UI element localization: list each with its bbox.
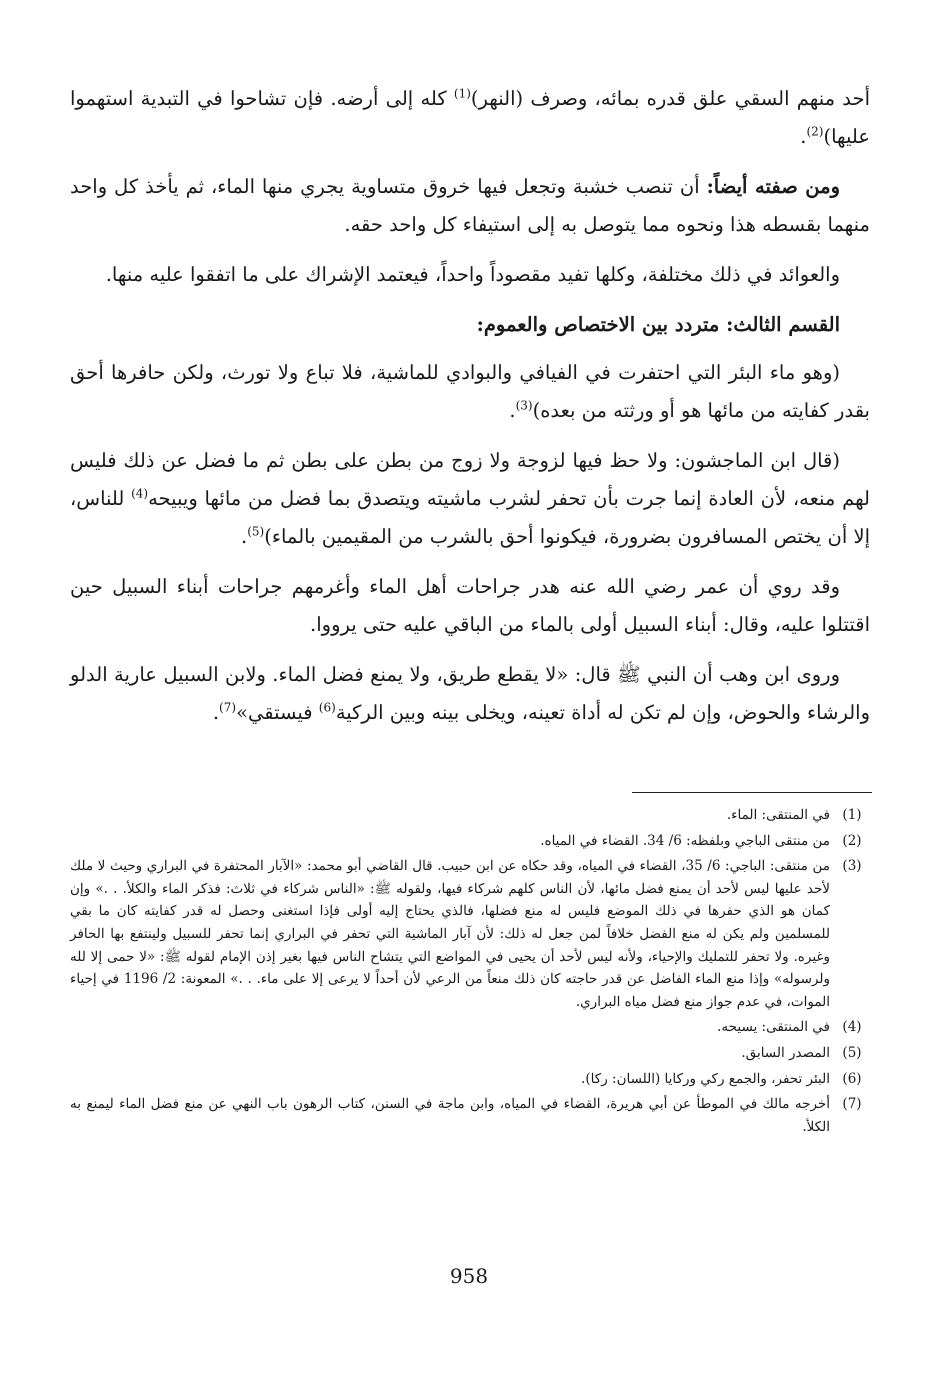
footnote <box>70 804 870 827</box>
paragraph-text: وروى ابن وهب أن النبي ﷺ قال: «لا يقطع طريق، ولا يمنع فضل الماء. ولابن السبيل عارية الدلو والرشاء والحوض، وإن لم تكن له أداة تعينه، ويخلى بينه وبين الركية <box>70 663 870 724</box>
footnote-number: (5) <box>842 1044 862 1061</box>
footnote-number: (7) <box>842 1096 862 1113</box>
paragraph-text: كله إلى أرضه. فإن تشاحوا في التبدية استهموا عليها) <box>70 87 870 148</box>
footnote <box>70 855 870 1013</box>
paragraph-end: . <box>509 399 516 422</box>
footnote-text: البئر تحفر، والجمع ركي وركايا (اللسان: ركا). <box>581 1070 830 1087</box>
footnote-number: (6) <box>842 1070 862 1087</box>
footnotes <box>70 804 870 1141</box>
paragraph-text: أن تنصب خشبة وتجعل فيها خروق متساوية يجري منها الماء، ثم يأخذ كل واحد منهما بقسطه هذا ونحوه مما يتوصل به إلى استيفاء كل واحد حقه. <box>70 175 870 236</box>
paragraph-end: . <box>241 525 248 548</box>
paragraph-6 <box>70 568 870 644</box>
paragraph-text: (قال ابن الماجشون: ولا حظ فيها لزوجة ولا زوج من بطن على بطن ثم ما فضل عن ذلك فليس لهم منعه، لأن العادة إنما جرت بأن تحفر لشرب ماشيته ويتصدق بما فضل من مائها ويبيحه <box>70 449 870 510</box>
footnote-ref: (6) <box>318 700 336 715</box>
paragraph-5 <box>70 442 870 556</box>
footnote-number: (4) <box>842 1019 862 1036</box>
footnote-ref: (5) <box>247 524 265 539</box>
footnote-number: (1) <box>842 807 862 823</box>
paragraph-text: (وهو ماء البئر التي احتفرت في الفيافي والبوادي للماشية، فلا تباع ولا تورث، ولكن حافرها أحق بقدر كفايته من مائها هو أو ورثته من بعده) <box>70 361 870 422</box>
page-number: 958 <box>449 1264 489 1288</box>
paragraph-text: أحد منهم السقي علق قدره بمائه، وصرف (النهر) <box>470 87 871 110</box>
paragraph-end: . <box>212 701 220 724</box>
footnote-number: (3) <box>842 858 862 875</box>
paragraph-end: . <box>800 125 807 148</box>
paragraph-text: فيستقي» <box>236 701 319 724</box>
footnote-separator <box>632 792 872 793</box>
footnote-ref: (2) <box>806 124 824 139</box>
footnote-text: في المنتقى: الماء. <box>726 807 830 823</box>
footnote-text: من منتقى: الباجي: 6/ 35، القضاء في المياه، وقد حكاه عن ابن حبيب. قال القاضي أبو محمد: «الآبار المحتفرة في البراري وحيث لا ملك لأحد عليها ليس لأحد أن يمنع فضل مائها، لأن الناس كلهم شركاء فيها، ولقوله ﷺ: «الناس شركاء في ثلاث: فذكر الماء والكلأ. . .» وإن كمان هو الذي حفرها في ذلك الموضع فليس له منع فضلها، فالذي يحتاج إليه أولى فإذا استغنى وحصل له قدر كفايته كان ما بقي للمسلمين ولم يكن له منع الفضل خلافاً لمن جعل له ذلك: لأن آبار الماشية التي تحفر في البراري إنما تحفر للسبيل ولينتفع بها الحافر وغيره. ولا تحفر للتمليك والإحياء، ولأنه ليس لأحد أن يحيى في المواضع التي يتشاح الناس فيها بغير إذن الإمام لقوله ﷺ: «لا حمى إلا لله ولرسوله» وإذا منع الماء الفاضل عن قدر حاجته كان ذلك منعاً من الرعي لأن أحداً لا يرعى إلا على ماء. . .» المعونة: 2/ 1196 في إحياء الموات، في عدم جواز منع فضل مياه البراري. <box>70 858 831 1010</box>
main-text <box>70 80 870 744</box>
footnote <box>70 1068 870 1091</box>
footnote <box>70 1042 870 1065</box>
footnote-text: من منتقى الباجي وبلفظه: 6/ 34. القضاء في المياه. <box>540 832 830 849</box>
paragraph-1 <box>70 80 870 156</box>
footnote-ref: (3) <box>515 398 533 413</box>
footnote <box>70 830 870 853</box>
footnote-text: أخرجه مالك في الموطأ عن أبي هريرة، القضاء في المياه، وابن ماجة في السنن، كتاب الرهون باب النهي عن منع فضل الماء ليمنع به الكلأ. <box>70 1096 830 1135</box>
section-heading: القسم الثالث: متردد بين الاختصاص والعموم: <box>476 313 840 336</box>
paragraph-3 <box>70 256 870 294</box>
footnote <box>70 1016 870 1039</box>
paragraph-4 <box>70 354 870 430</box>
paragraph-text: للناس، إلا أن يختص المسافرون بضرورة، فيكونوا أحق بالشرب من المقيمين بالماء) <box>70 487 870 548</box>
paragraph-2 <box>70 168 870 244</box>
paragraph-7 <box>70 656 870 732</box>
footnote <box>70 1093 870 1138</box>
footnote-number: (2) <box>842 832 862 849</box>
footnote-ref: (7) <box>219 700 237 715</box>
paragraph-text: والعوائد في ذلك مختلفة، وكلها تفيد مقصوداً واحداً، فيعتمد الإشراك على ما اتفقوا عليه منها. <box>105 263 840 286</box>
bold-lead: ومن صفته أيضاً: <box>706 175 840 198</box>
paragraph-text: وقد روي أن عمر رضي الله عنه هدر جراحات أهل الماء وأغرمهم جراحات أبناء السبيل حين اقتتلوا عليه، وقال: أبناء السبيل أولى بالماء من الباقي عليه حتى يرووا. <box>70 575 870 636</box>
footnote-text: في المنتقى: يسيحه. <box>717 1019 830 1036</box>
footnote-ref: (1) <box>453 86 471 101</box>
footnote-text: المصدر السابق. <box>741 1044 830 1061</box>
footnote-ref: (4) <box>131 486 149 501</box>
